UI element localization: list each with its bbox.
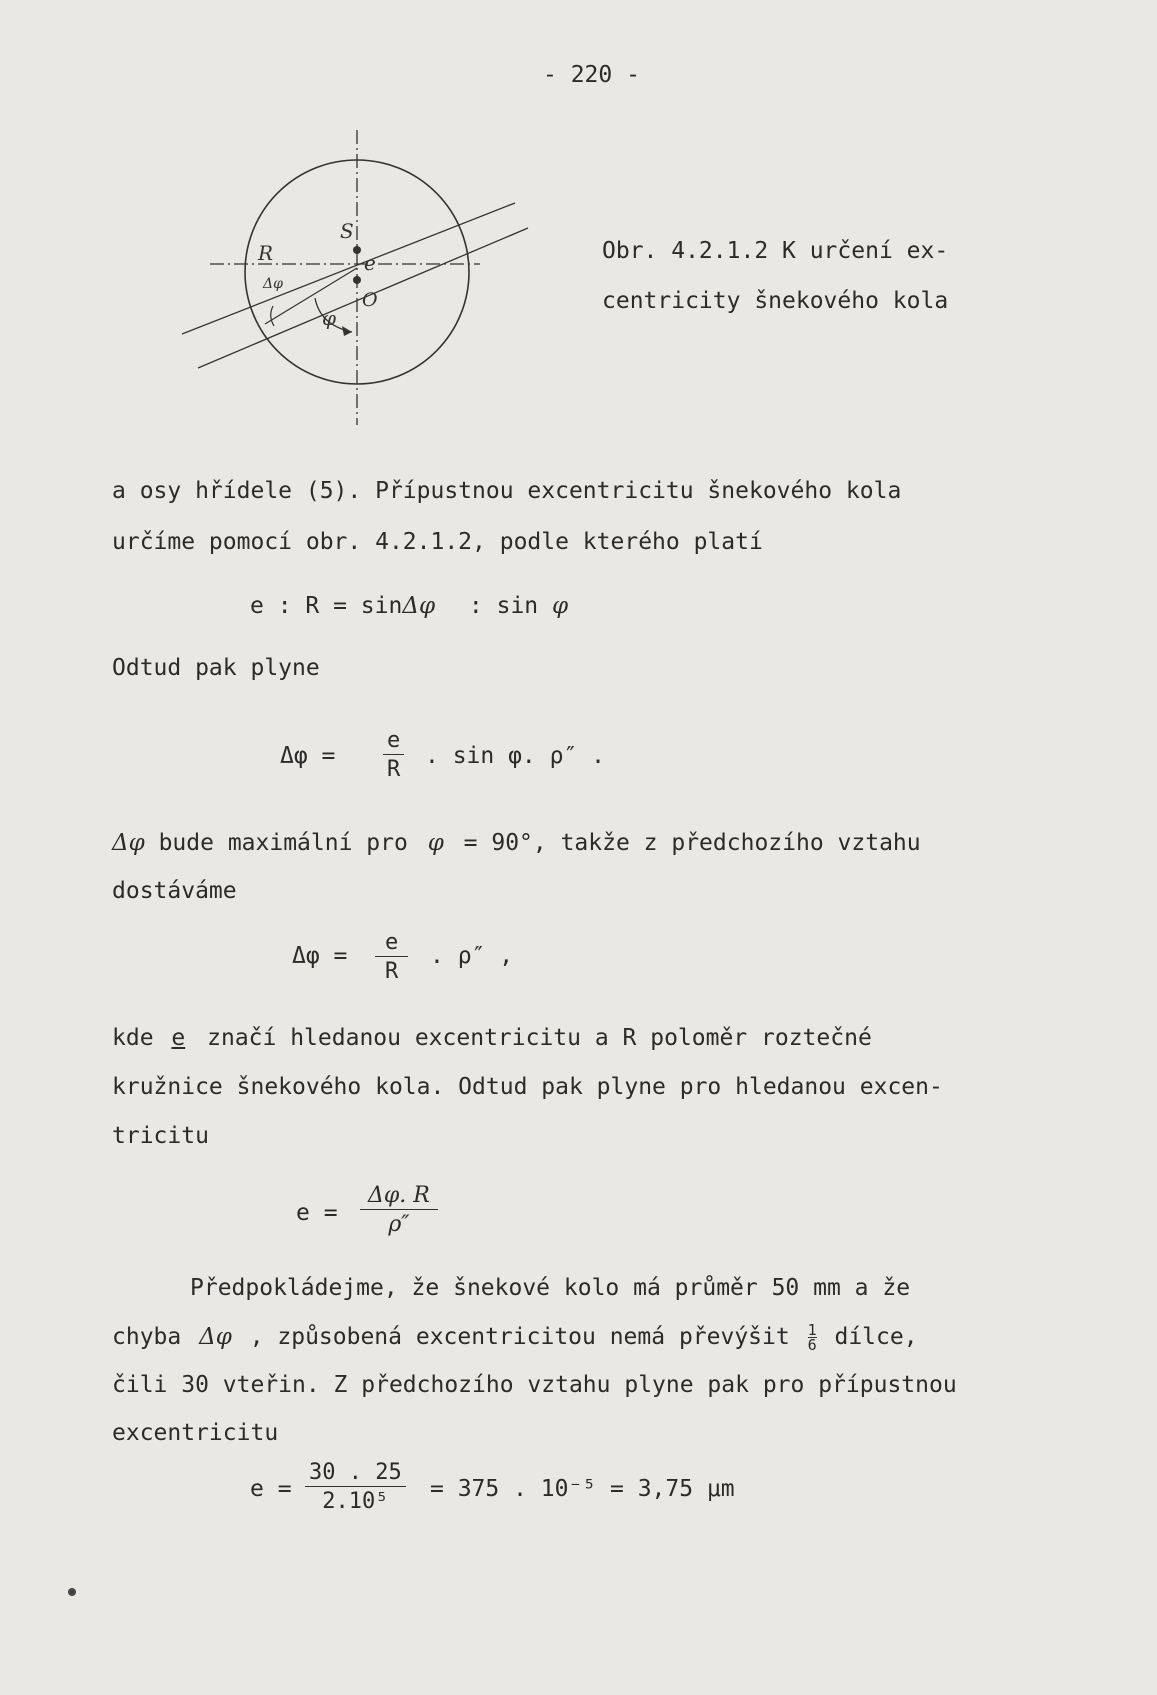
label-r: R [258, 241, 274, 265]
equation4-numerator [360, 1183, 438, 1210]
equation1-lhs: e : R = sin [250, 593, 403, 619]
paragraph3-line2: kružnice šnekového kola. Odtud pak plyne pro hledanou excen- [112, 1074, 943, 1100]
equation3-lhs: Δφ = [292, 943, 348, 969]
equation2-numerator: e [383, 728, 404, 755]
equation5-rhs: = 375 . 10⁻⁵ = 3,75 μm [430, 1476, 735, 1502]
figure-caption-line2: centricity šnekového kola [602, 288, 949, 314]
figure-caption-line1: Obr. 4.2.1.2 K určení ex- [602, 238, 949, 264]
paragraph2-text-b: = 90°, takže z předchozího vztahu [463, 830, 921, 856]
equation2-fraction [383, 728, 404, 782]
paragraph4-line1: Předpokládejme, že šnekové kolo má průměr 50 mm a že [190, 1275, 911, 1301]
paragraph4-fraction [808, 1323, 817, 1352]
equation4-fraction [360, 1183, 438, 1237]
ink-speck [68, 1588, 76, 1596]
equation1-mid: : sin [468, 593, 539, 619]
equation3-numerator: e [375, 930, 408, 957]
equation4-numerator-text: Δφ. R [368, 1183, 430, 1208]
paragraph3-line1 [112, 1025, 872, 1051]
paragraph3-e: e [171, 1025, 186, 1051]
paragraph4-fraction-den: 6 [807, 1336, 817, 1354]
equation2-lhs: Δφ = [280, 743, 336, 769]
paragraph3-line1-rest: značí hledanou excentricitu a R poloměr roztečné [207, 1025, 872, 1051]
dphi-arc [271, 306, 274, 326]
paragraph2-text-a: bude maximální pro [158, 830, 408, 856]
point-s [353, 246, 361, 254]
equation4-denominator: ρ″ [388, 1212, 410, 1237]
odtud-line: Odtud pak plyne [112, 655, 320, 681]
paragraph4-dphi: Δφ [199, 1324, 232, 1350]
page-number: - 220 - [543, 62, 640, 88]
equation4-lhs: e = [296, 1200, 338, 1226]
equation2-rhs: . sin φ. ρ″ . [425, 743, 606, 769]
label-s: S [340, 219, 354, 243]
paragraph2-line2: dostáváme [112, 878, 237, 904]
equation5-fraction [305, 1460, 406, 1514]
equation3-rhs: . ρ″ , [430, 943, 514, 969]
paragraph2-phi: φ [427, 830, 444, 856]
equation3-denominator: R [385, 959, 399, 984]
equation5-lhs: e = [250, 1476, 292, 1502]
equation1-dphi: Δφ [402, 593, 436, 619]
paragraph4-line4: excentricitu [112, 1420, 279, 1446]
paragraph1-line2: určíme pomocí obr. 4.2.1.2, podle kterého platí [112, 529, 763, 555]
equation2-denominator: R [387, 757, 401, 782]
label-e: e [364, 251, 376, 275]
equation5-denominator: 2.10⁵ [322, 1489, 389, 1514]
paragraph1-line1: a osy hřídele (5). Přípustnou excentricitu šnekového kola [112, 478, 902, 504]
paragraph4-chyba: chyba [112, 1324, 182, 1350]
point-o [353, 276, 361, 284]
paragraph3-line3: tricitu [112, 1123, 209, 1149]
paragraph4-fraction-num: 1 [807, 1321, 817, 1339]
label-phi: φ [322, 306, 337, 330]
paragraph2-line1 [112, 830, 921, 856]
paragraph3-kde: kde [112, 1025, 154, 1051]
figure-eccentricity-diagram [170, 120, 540, 430]
equation5-numerator: 30 . 25 [305, 1460, 406, 1487]
equation1 [250, 593, 568, 619]
paragraph4-line2-b: , způsobená excentricitou nemá převýšit [249, 1324, 790, 1350]
paragraph4-line2 [112, 1323, 918, 1352]
equation1-phi: φ [552, 593, 569, 619]
paragraph2-dphi: Δφ [112, 830, 145, 856]
equation3-fraction [375, 930, 408, 984]
label-dphi: Δφ [263, 276, 283, 292]
paragraph4-line3: čili 30 vteřin. Z předchozího vztahu plyne pak pro přípustnou [112, 1372, 957, 1398]
label-o: O [362, 289, 378, 311]
paragraph4-line2-c: dílce, [834, 1324, 918, 1350]
